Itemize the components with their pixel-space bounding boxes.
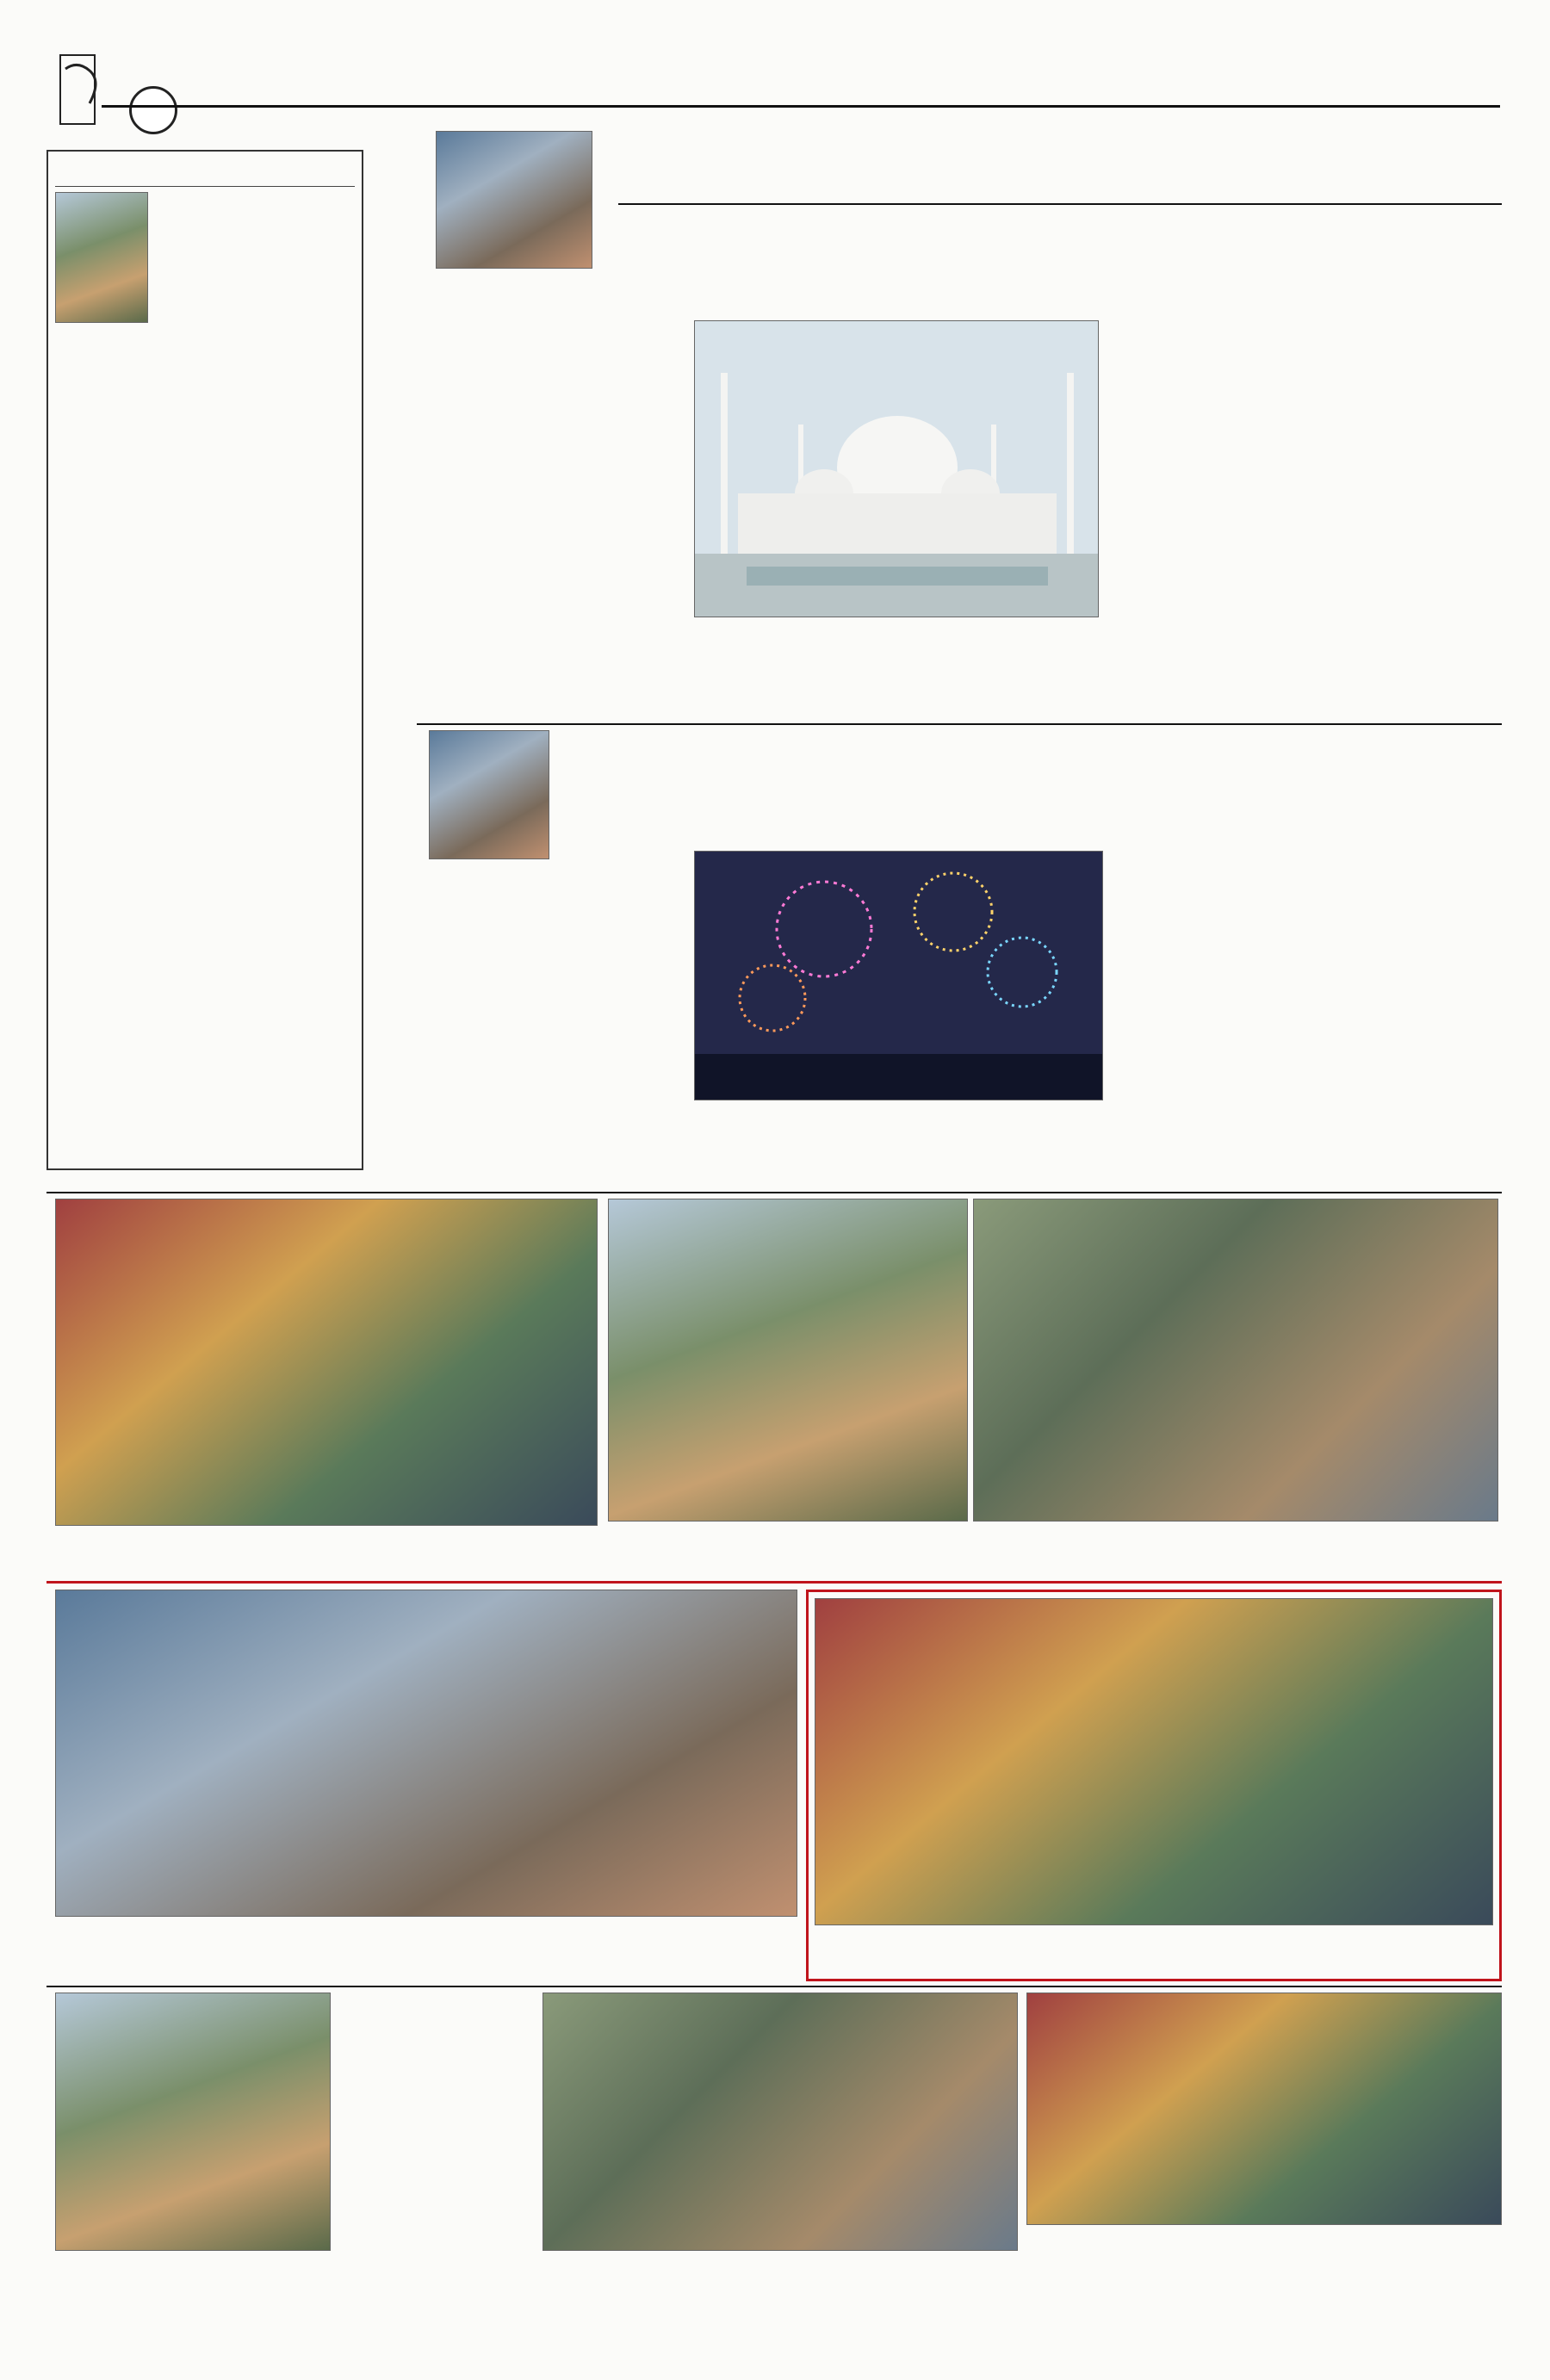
page-number <box>129 86 177 134</box>
photo-tmss <box>55 1590 797 1917</box>
email-line[interactable] <box>1326 1173 1502 1190</box>
amol-col3 <box>904 207 1098 317</box>
date-line <box>969 74 1322 98</box>
vata-col1 <box>417 887 675 1167</box>
photo-association-caption <box>542 2253 1018 2377</box>
amol-author-photo <box>436 131 592 269</box>
photo-academy <box>55 1199 598 1526</box>
amol-col5 <box>694 622 892 721</box>
fireworks-photo <box>694 851 1103 1100</box>
photo-academy-caption <box>55 1529 598 1576</box>
vata-col2 <box>689 797 904 849</box>
amol-author-name <box>429 272 601 307</box>
vata-col5 <box>901 1104 1102 1166</box>
photo-gonoodhikar-caption <box>1026 2251 1502 2377</box>
amol-col1 <box>417 319 684 715</box>
photo-association <box>542 1993 1018 2251</box>
section-rule-2 <box>46 1192 1502 1193</box>
photo-gonoodhikar-title <box>1026 2228 1502 2249</box>
photo-academy-credit <box>534 1560 598 1576</box>
vata-author-line <box>1292 1130 1502 1164</box>
vata-col6-end <box>1111 1083 1502 1128</box>
amol-col2 <box>694 207 896 317</box>
photo-gonoodhikar <box>1026 1993 1502 2225</box>
vata-col4 <box>694 1104 892 1166</box>
photo-stadium-caption <box>608 1541 1452 1572</box>
vata-col1-top <box>560 797 680 883</box>
photo-christian <box>815 1598 1493 1925</box>
amol-headline-rule <box>618 203 1502 205</box>
masthead-rule <box>102 105 1500 108</box>
vata-col6 <box>1111 797 1502 1082</box>
mosque-illustration <box>695 321 1099 617</box>
photo-school <box>55 1993 331 2251</box>
photo-tmss-caption <box>55 1922 797 1968</box>
vata-col3 <box>913 797 1128 849</box>
photo-school-caption <box>55 2253 537 2284</box>
red-rule-1 <box>46 1581 1502 1584</box>
paper-name <box>1335 67 1507 105</box>
vata-author-photo <box>429 730 549 859</box>
sundarban-photo <box>55 192 148 323</box>
photo-stadium-salute <box>608 1199 968 1522</box>
amol-col4 <box>1109 207 1502 723</box>
photo-school-side <box>338 1993 436 2251</box>
sundarban-body-lead <box>153 192 355 536</box>
section-rule-1 <box>417 723 1502 725</box>
photo-christian-caption <box>815 1929 1493 1977</box>
sundarban-article <box>46 150 363 1170</box>
photo-stadium-parade <box>973 1199 1498 1522</box>
amol-col6 <box>901 622 1100 721</box>
mosque-photo <box>694 320 1099 617</box>
section-name <box>52 52 100 86</box>
vata-headline <box>603 728 1498 794</box>
section-rule-3 <box>46 1986 1502 1987</box>
fireworks-illustration <box>695 852 1103 1100</box>
sundarban-title <box>55 157 355 187</box>
vata-author-name <box>429 863 549 883</box>
photo-stadium-credit <box>1447 1543 1502 1559</box>
amol-headline <box>620 131 1507 200</box>
